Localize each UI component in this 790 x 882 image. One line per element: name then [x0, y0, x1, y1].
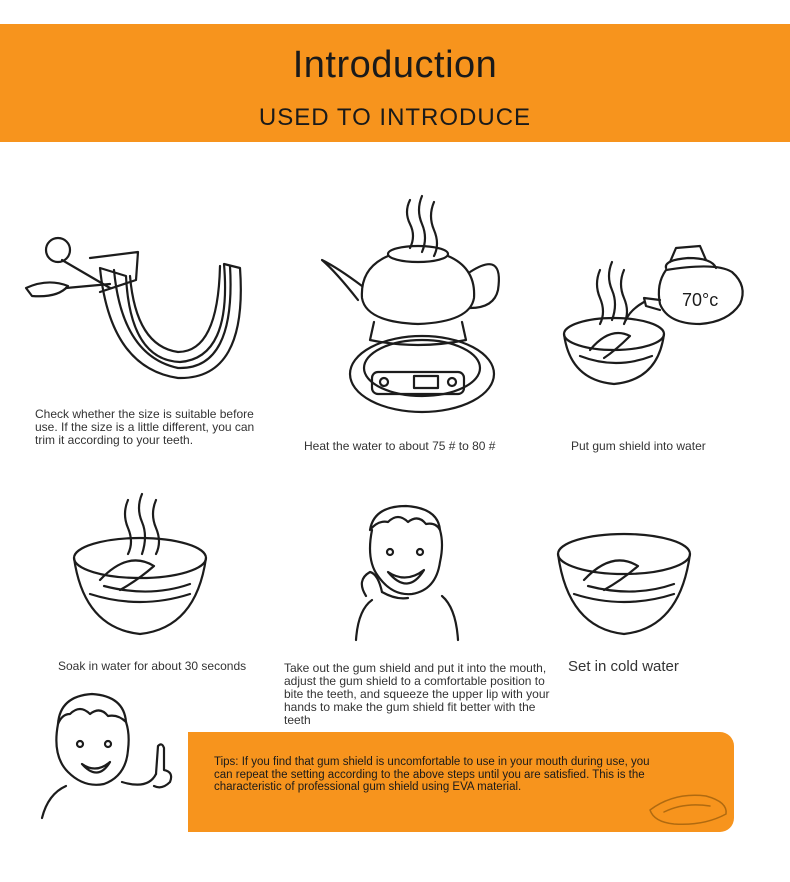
step-5-caption: Take out the gum shield and put it into the mouth, adjust the gum shield to a comfortable position to bite the teeth, and squeeze the upper lip with your hands to make the gum shield fit better with the teeth — [284, 661, 550, 727]
step-3-caption: Put gum shield into water — [571, 439, 706, 453]
soak-bowl-icon — [70, 494, 210, 644]
cold-water-bowl-icon — [554, 524, 694, 644]
page-subtitle: USED TO INTRODUCE — [258, 104, 532, 131]
boy-fitting-icon — [352, 500, 462, 640]
step-2-caption: Heat the water to about 75 # to 80 # — [304, 439, 496, 453]
kettle-temperature-label: 70°c — [682, 290, 719, 310]
kettle-heating-icon — [318, 190, 504, 420]
scissors-trim-icon — [18, 228, 258, 388]
pointing-boy-icon — [38, 690, 188, 820]
step-6-caption: Set in cold water — [568, 658, 679, 675]
tips-text: Tips: If you find that gum shield is uncomfortable to use in your mouth during use, you can repeat the setting according to the above steps until you are satisfied. This is the characteristic of professional gum shield using EVA material. — [214, 756, 650, 793]
page-title: Introduction — [292, 44, 498, 86]
step-1-caption: Check whether the size is suitable before use. If the size is a little different, you can trim it according to your teeth. — [35, 407, 255, 447]
pour-hot-water-icon — [560, 240, 760, 390]
step-4-caption: Soak in water for about 30 seconds — [58, 659, 247, 673]
gum-shield-icon — [644, 782, 734, 832]
